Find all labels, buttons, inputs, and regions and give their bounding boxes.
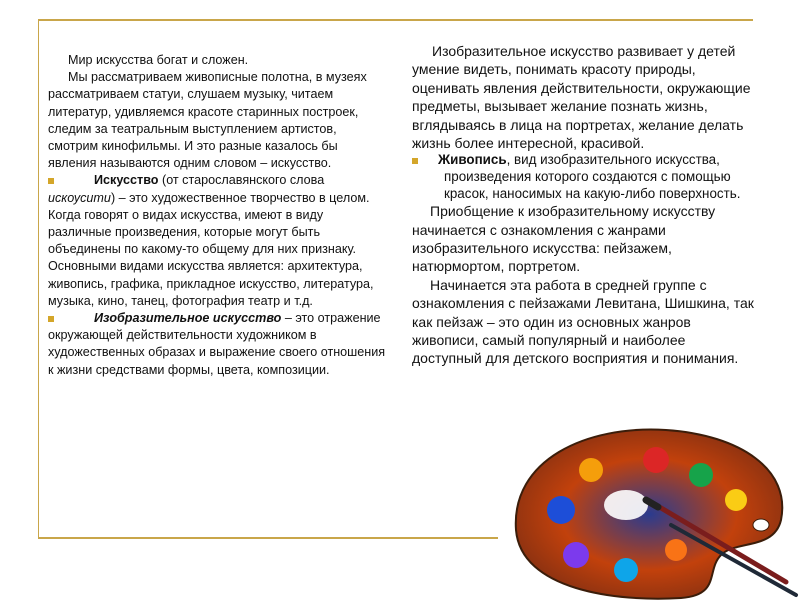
term-visual-art: Изобразительное искусство <box>94 311 282 326</box>
term-art: Искусство <box>94 173 159 188</box>
bullet-art-definition: Искусство (от старославянского слова искоусити) – это художественное творчество в целом. Когда говорят о видах искусства, имеют в виду различные произведения, которые могут быть объединены по какому-то общему для них признаку. Основными видами искусства является: архитектура, живопись, графика, прикладное искусство, литература, музыка, кино, танец, фотография театр и т.д. <box>48 173 374 308</box>
right-text-column <box>412 42 757 368</box>
paragraph-landscapes: Начинается эта работа в средней группе с ознакомления с пейзажами Левитана, Шишкина, так как пейзаж – это один из основных жанров живописи, самый популярный и наиболее доступный для детского восприятия и понимания. <box>412 276 754 367</box>
bottom-border-line <box>38 537 498 539</box>
bullet-marker <box>48 178 54 184</box>
paragraph-genres: Приобщение к изобразительному искусству начинается с ознакомления с жанрами изобразительного искусства: пейзажем, натюрмортом, портретом. <box>412 203 716 275</box>
bullet-painting-definition: Живопись, вид изобразительного искусства, произведения которого создаются с помощью красок, наносимых на какую-либо поверхность. <box>412 152 757 202</box>
paint-palette-image <box>506 390 800 600</box>
left-border-line <box>38 19 39 539</box>
bullet-marker <box>48 316 54 322</box>
bullet-visual-art-definition: Изобразительное искусство – это отражение окружающей действительности художником в художественных образах и выражение своего отношения к жизни средствами формы, цвета, композиции. <box>48 311 386 377</box>
left-text-column <box>48 52 386 379</box>
top-border-line <box>38 19 753 21</box>
paragraph-development: Изобразительное искусство развивает у детей умение видеть, понимать красоту природы, оценивать явления действительности, окружающие предметы, вызывает желание познать жизнь, вглядываясь в лица на портретах, желание делать жизнь более интересной, красивой. <box>412 43 751 152</box>
bullet-marker <box>412 158 418 164</box>
term-painting: Живопись <box>438 152 507 168</box>
paragraph-intro: Мир искусства богат и сложен. <box>68 53 249 67</box>
etymology-word: искоусити <box>48 190 111 205</box>
paragraph-examples: Мы рассматриваем живописные полотна, в музеях рассматриваем статуи, слушаем музыку, читаем литератур, удивляемся красоте старинных построек, следим за театральным выступлением артистов, смотрим кинофильмы. И это разные казалось бы явления называются одним словом – искусство. <box>48 70 367 171</box>
